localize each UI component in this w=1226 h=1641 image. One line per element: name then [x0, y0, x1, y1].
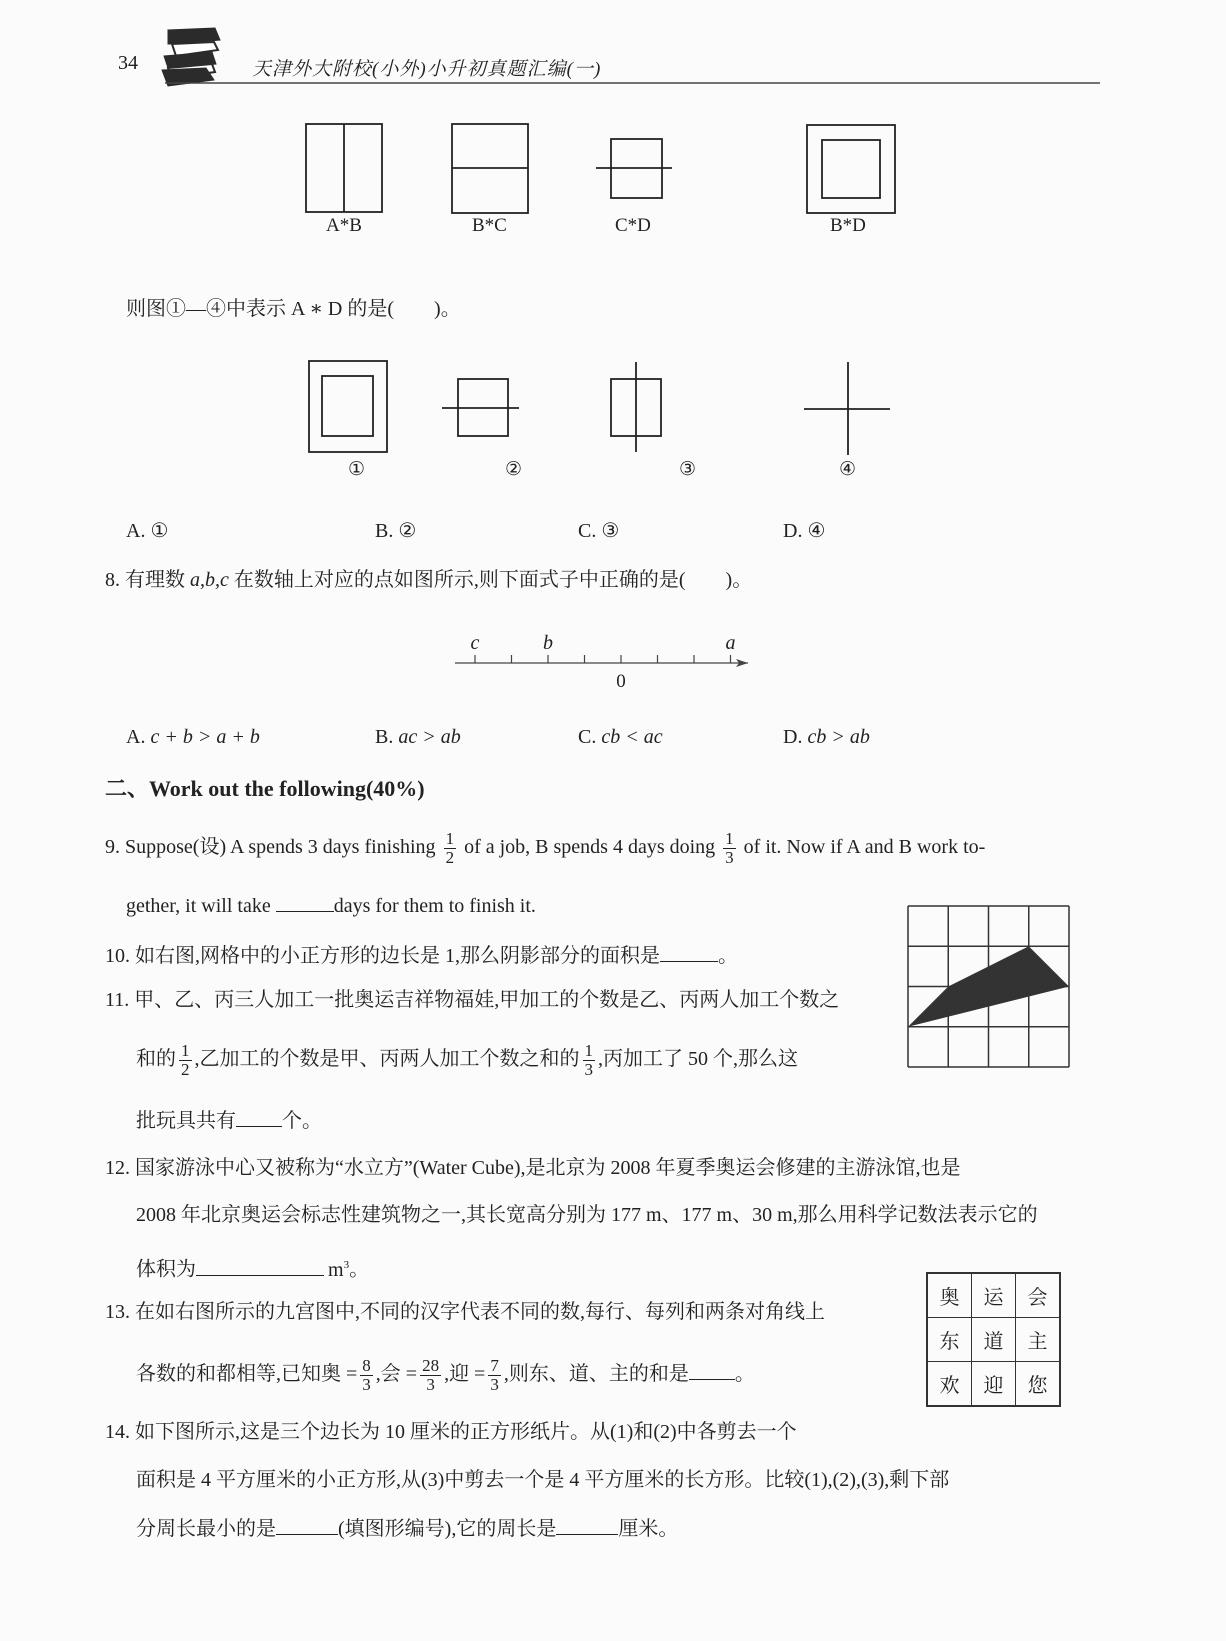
- q8-vars: a,b,c: [190, 569, 229, 591]
- q11-line1: 11. 甲、乙、丙三人加工一批奥运吉祥物福娃,甲加工的个数是乙、丙两人加工个数之: [105, 989, 840, 1011]
- option-prefix: D.: [783, 726, 808, 748]
- magic-cell: 道: [972, 1318, 1016, 1362]
- q11-line2: [136, 1042, 798, 1079]
- q13-text: ,迎 =: [444, 1363, 486, 1386]
- fraction: [420, 1357, 441, 1394]
- book-title: 天津外大附校(小外)小升初真题汇编(一): [252, 59, 602, 80]
- q14-line2: 面积是 4 平方厘米的小正方形,从(3)中剪去一个是 4 平方厘米的长方形。比较(1),(2),(3),剩下部: [136, 1469, 950, 1491]
- answer-blank[interactable]: [556, 1516, 618, 1535]
- point-label-a: a: [725, 632, 736, 654]
- choice-label: ①: [348, 459, 366, 480]
- fraction: [583, 1042, 596, 1079]
- q9-text: days for them to finish it.: [333, 895, 536, 917]
- q11-text: 批玩具共有: [136, 1110, 236, 1132]
- q12-text: 体积为: [136, 1258, 196, 1281]
- figure-label: C*D: [615, 215, 651, 236]
- q12-line3: [136, 1253, 369, 1282]
- q10-end: 。: [718, 945, 738, 967]
- unit: m: [328, 1258, 344, 1281]
- q14-text: 分周长最小的是: [136, 1518, 276, 1540]
- q11-text: ,乙加工的个数是甲、丙两人加工个数之和的: [194, 1048, 580, 1071]
- q11-text: 个。: [282, 1110, 322, 1132]
- q13-text: ,则东、道、主的和是: [503, 1363, 689, 1386]
- magic-cell: 会: [1016, 1273, 1061, 1318]
- q7-option-a: A. ①: [126, 520, 169, 542]
- numerator: 8: [362, 1356, 371, 1375]
- magic-cell: 您: [1016, 1362, 1061, 1407]
- numerator: 1: [584, 1041, 593, 1060]
- figure-label: B*D: [830, 215, 866, 236]
- q13-text: 各数的和都相等,已知奥 =: [136, 1363, 358, 1386]
- numerator: 1: [725, 829, 734, 848]
- section-heading: 二、Work out the following(40%): [105, 776, 425, 801]
- numerator: 7: [490, 1356, 499, 1375]
- option-expr: c + b > a + b: [150, 726, 260, 748]
- magic-cell: 欢: [927, 1362, 972, 1407]
- q12-line1: 12. 国家游泳中心又被称为“水立方”(Water Cube),是北京为 2008 年夏季奥运会修建的主游泳馆,也是: [105, 1157, 961, 1179]
- magic-square: [926, 1272, 1061, 1407]
- point-label-b: b: [543, 632, 553, 654]
- denominator: 3: [426, 1375, 435, 1394]
- q13-text: ,会 =: [375, 1363, 418, 1386]
- option-prefix: B.: [375, 726, 399, 748]
- q11-text: ,丙加工了 50 个,那么这: [598, 1048, 798, 1071]
- magic-cell: 运: [972, 1273, 1016, 1318]
- q9-text: 9. Suppose(设) A spends 3 days finishing: [105, 836, 436, 859]
- q14-line3: [136, 1516, 678, 1541]
- numerator: 1: [445, 829, 455, 848]
- denominator: 2: [181, 1060, 190, 1079]
- point-label-c: c: [470, 632, 480, 654]
- q13-line2: [136, 1357, 755, 1394]
- magic-cell: 主: [1016, 1318, 1061, 1362]
- q8-prompt-post: 在数轴上对应的点如图所示,则下面式子中正确的是( )。: [228, 569, 753, 591]
- magic-cell: 奥: [927, 1273, 972, 1318]
- zero-label: 0: [616, 671, 626, 692]
- q14-text: (填图形编号),它的周长是: [338, 1518, 557, 1540]
- figure-label: A*B: [326, 215, 362, 236]
- answer-blank[interactable]: [196, 1257, 324, 1276]
- option-expr: cb < ac: [601, 726, 663, 748]
- q11-text: 和的: [136, 1048, 176, 1071]
- option-prefix: A.: [126, 726, 151, 748]
- q14-line1: 14. 如下图所示,这是三个边长为 10 厘米的正方形纸片。从(1)和(2)中各剪去一个: [105, 1421, 797, 1443]
- q13-end: 。: [734, 1363, 755, 1386]
- answer-blank[interactable]: [276, 1516, 338, 1535]
- choice-label: ②: [505, 459, 523, 480]
- denominator: 3: [362, 1375, 371, 1394]
- q8-prompt-pre: 8. 有理数: [105, 569, 190, 591]
- denominator: 2: [445, 848, 455, 867]
- numerator: 28: [422, 1356, 440, 1375]
- fraction: [179, 1042, 192, 1079]
- magic-cell: 东: [927, 1318, 972, 1362]
- magic-cell: 迎: [972, 1362, 1016, 1407]
- choice-label: ④: [839, 459, 857, 480]
- q9-text: of it. Now if A and B work to-: [743, 836, 986, 859]
- answer-blank[interactable]: [236, 1108, 282, 1127]
- q7-prompt: 则图①—④中表示 A ∗ D 的是( )。: [126, 298, 461, 320]
- fraction: [360, 1357, 373, 1394]
- answer-blank[interactable]: [689, 1361, 735, 1380]
- denominator: 3: [490, 1375, 499, 1394]
- q10-text: 10. 如右图,网格中的小正方形的边长是 1,那么阴影部分的面积是: [105, 945, 660, 967]
- q13-line1: 13. 在如右图所示的九宫图中,不同的汉字代表不同的数,每行、每列和两条对角线上: [105, 1301, 825, 1323]
- q14-text: 厘米。: [618, 1518, 679, 1540]
- q9-text: of a job, B spends 4 days doing: [464, 836, 716, 859]
- denominator: 3: [725, 848, 734, 867]
- figure-label: B*C: [472, 215, 507, 236]
- q7-option-d: D. ④: [783, 520, 826, 542]
- fraction: [488, 1357, 501, 1394]
- page-number: 34: [118, 52, 138, 74]
- numerator: 1: [181, 1041, 190, 1060]
- q11-line3: [136, 1108, 322, 1133]
- option-prefix: C.: [578, 726, 602, 748]
- denominator: 3: [584, 1060, 593, 1079]
- q7-option-b: B. ②: [375, 520, 417, 542]
- unit-exponent: 3: [343, 1259, 350, 1271]
- option-expr: cb > ab: [807, 726, 870, 748]
- q12-end: 。: [349, 1258, 370, 1281]
- q9-text: gether, it will take: [126, 895, 271, 917]
- choice-label: ③: [679, 459, 697, 480]
- q7-option-c: C. ③: [578, 520, 620, 542]
- q12-line2: 2008 年北京奥运会标志性建筑物之一,其长宽高分别为 177 m、177 m、30 m,那么用科学记数法表示它的: [136, 1204, 1038, 1226]
- option-expr: ac > ab: [398, 726, 461, 748]
